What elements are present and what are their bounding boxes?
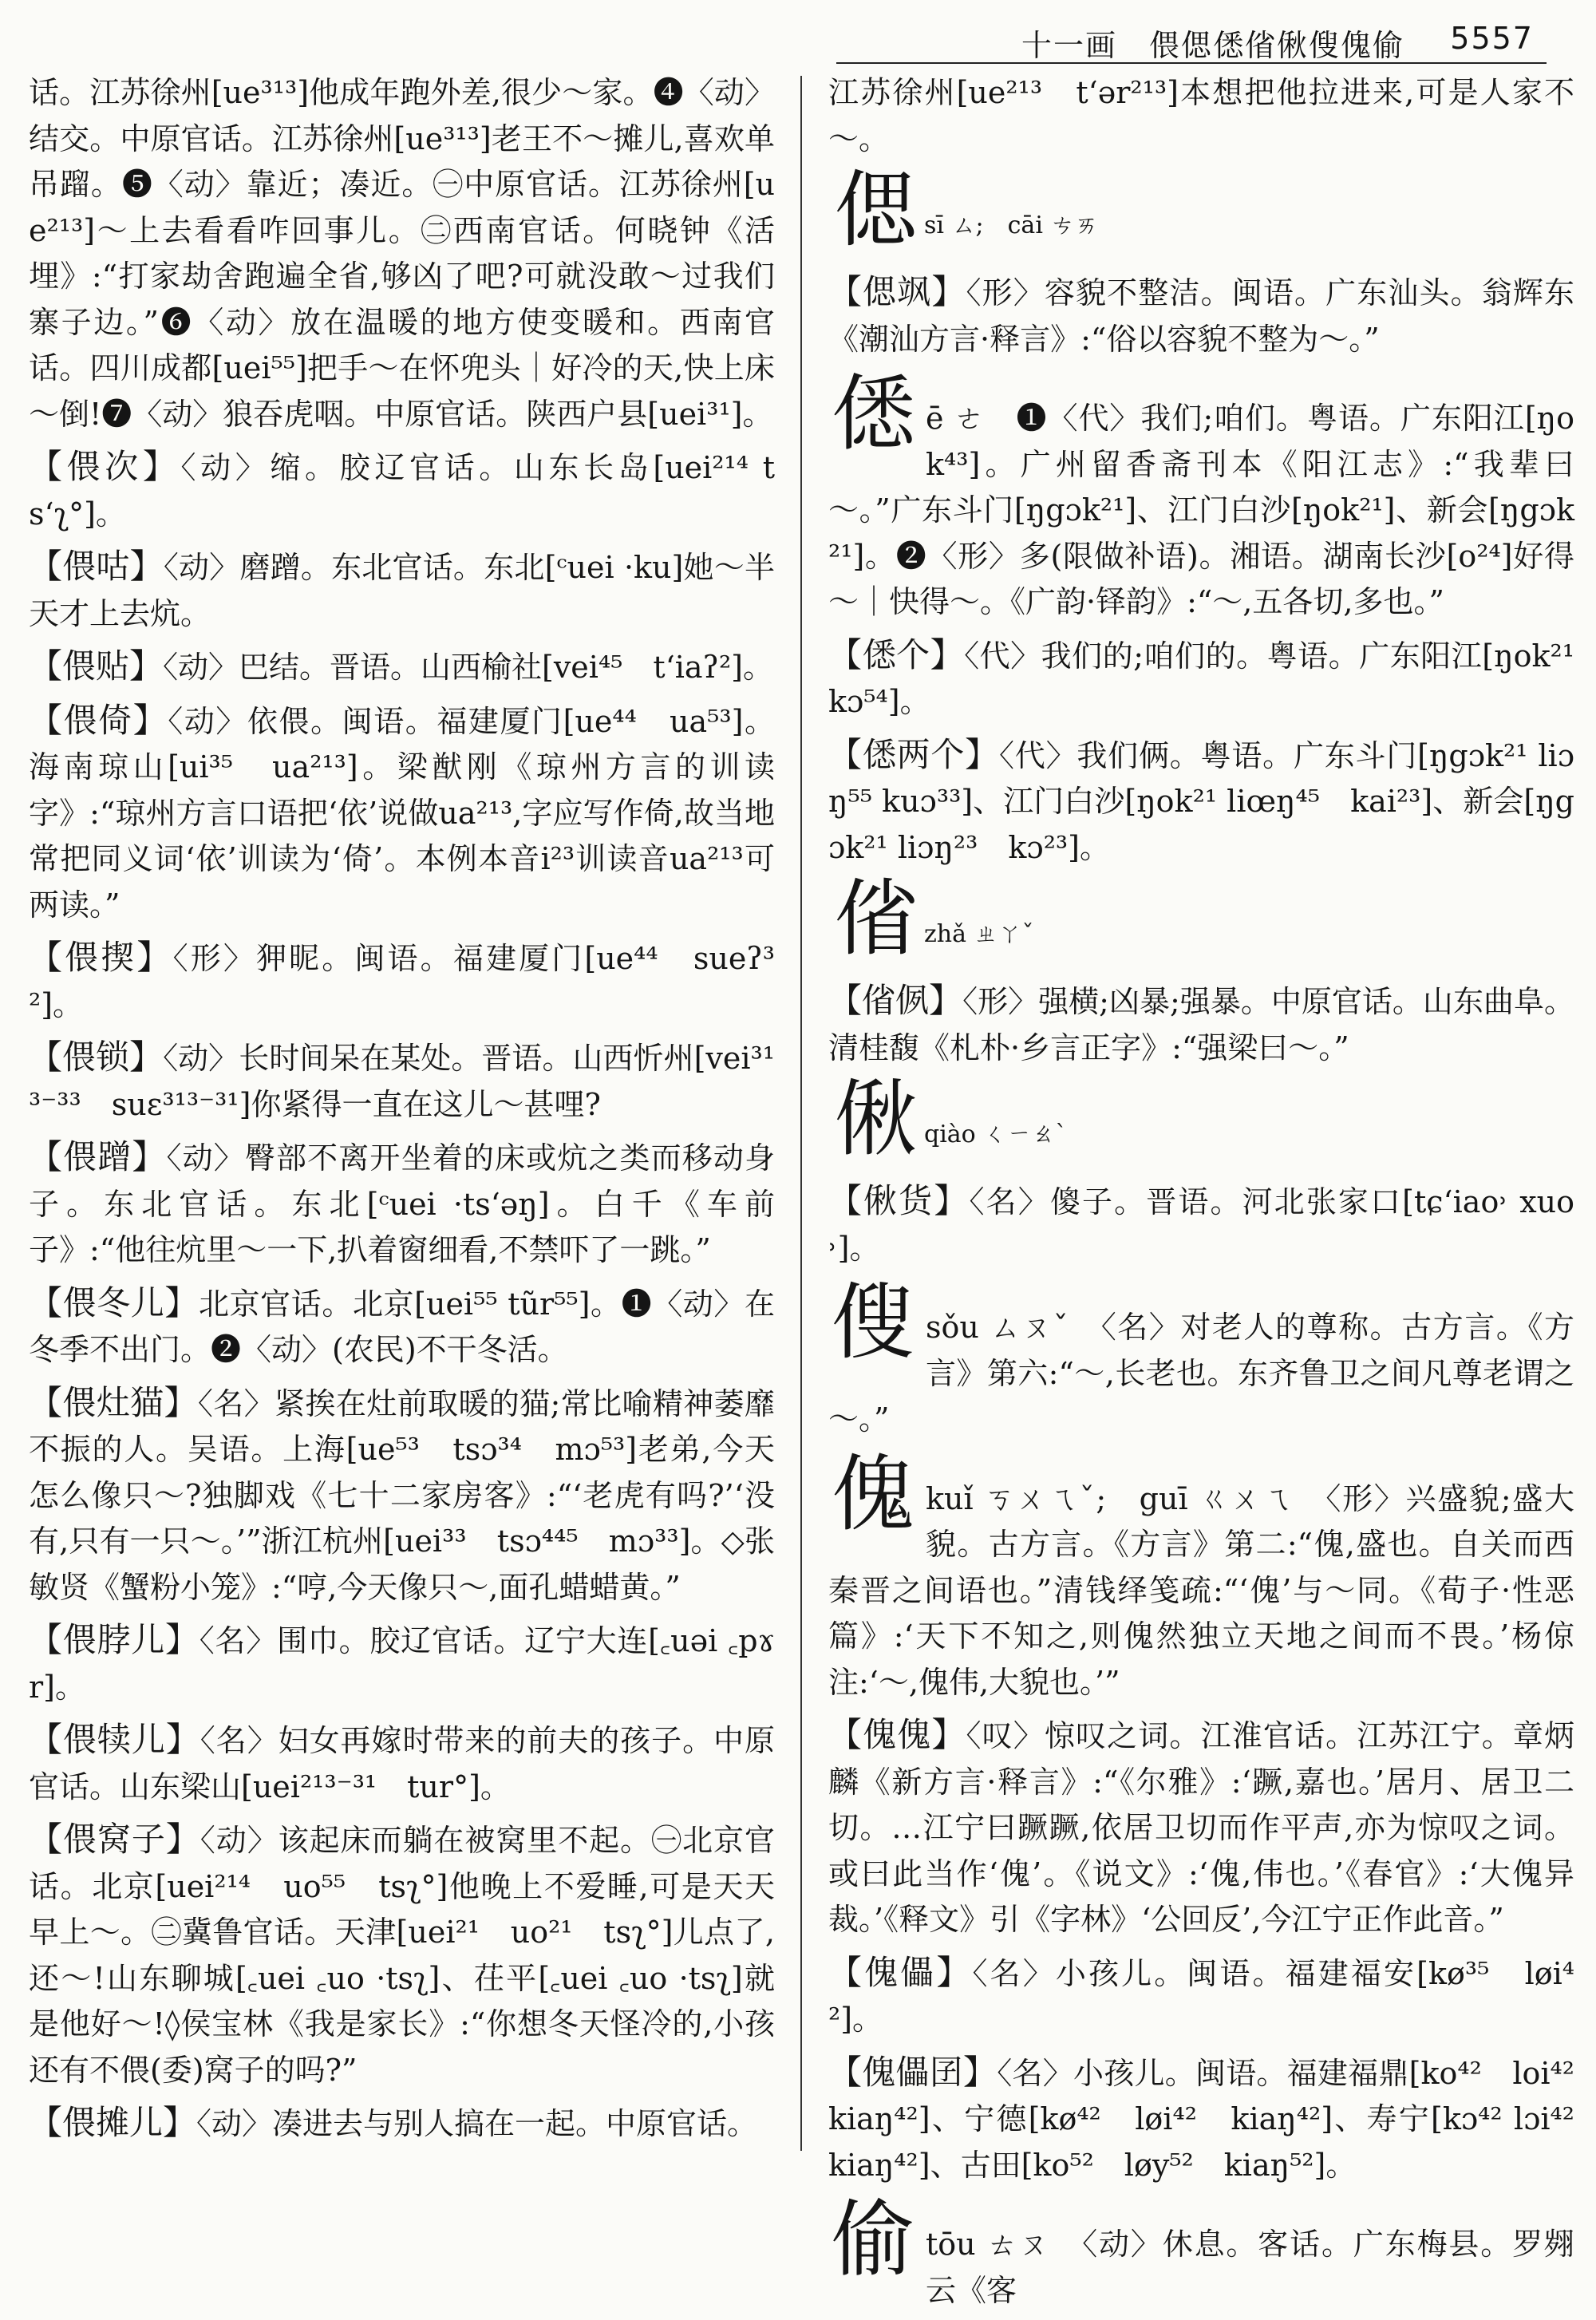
headword-pronunciation: sǒu ㄙㄡˇ xyxy=(926,1310,1101,1345)
entry-definition: 〈名〉小孩儿。闽语。福建福安[kø³⁵ løi⁴²]。 xyxy=(828,1955,1574,2037)
dictionary-entry xyxy=(828,269,1574,362)
entry-headword: 【偎窝子】 xyxy=(29,1820,200,1859)
entry-headword: 【偢货】 xyxy=(828,1181,970,1220)
headword-character: 傀 xyxy=(832,1445,915,1543)
continued-text: 江苏徐州[ue²¹³ t‘ər²¹³]本想把他拉进来,可是人家不～。 xyxy=(828,75,1574,156)
entry-headword: 【傀傀】 xyxy=(828,1715,966,1754)
entry-definition: 〈动〉臀部不离开坐着的床或炕之类而移动身子。东北官话。东北[ᶜuei ·ts‘əŋ]。白千《车前子》:“他往炕里～一下,扒着窗细看,不禁吓了一跳。” xyxy=(29,1140,775,1267)
headword-definition xyxy=(828,2191,1574,2314)
dictionary-entry xyxy=(828,978,1574,1071)
entry-headword: 【傀儡】 xyxy=(828,1952,973,1992)
entry-definition: 〈形〉容貌不整洁。闽语。广东汕头。翁辉东《潮汕方言·释言》:“俗以容貌不整为～。” xyxy=(828,275,1574,357)
entry-definition: 〈名〉小孩儿。闽语。福建福鼎[ko⁴² loi⁴² kiaŋ⁴²]、宁德[kø⁴² løi⁴² kiaŋ⁴²]、寿宁[kɔ⁴² lɔi⁴² kiaŋ⁴²]、古田[ko⁵² løy⁵² kiaŋ⁵²]。 xyxy=(828,2055,1574,2183)
dictionary-entry xyxy=(29,698,775,929)
headword-character: 偷 xyxy=(832,2191,915,2288)
dictionary-entry xyxy=(29,1034,775,1128)
headword-character: 偲 xyxy=(835,161,918,259)
character-heading xyxy=(828,2191,1574,2314)
character-heading xyxy=(828,161,1574,263)
page-header xyxy=(990,18,1548,63)
entry-definition: 〈动〉依偎。闽语。福建厦门[ue⁴⁴ ua⁵³]。海南琼山[ui³⁵ ua²¹³]。梁猷刚《琼州方言的训读字》:“琼州方言口语把‘依’说做ua²¹³,字应写作倚,故当地常把同义词‘依’训读为‘倚’。本例本音i²³训读音ua²¹³可两读。” xyxy=(29,703,775,923)
dictionary-entry xyxy=(29,935,775,1028)
dictionary-entry xyxy=(828,1712,1574,1943)
entry-headword: 【偎灶猫】 xyxy=(29,1382,198,1422)
running-title: 十一画 偎偲僁偗偢傁傀偷 xyxy=(1021,28,1405,63)
entry-headword: 【偎犊儿】 xyxy=(29,1720,200,1759)
dictionary-entry xyxy=(29,1134,775,1274)
entry-definition: 〈代〉我们的;咱们的。粤语。广东阳江[ŋok²¹ kɔ⁵⁴]。 xyxy=(828,638,1574,719)
entry-headword: 【僁两个】 xyxy=(828,734,999,774)
dictionary-entry xyxy=(29,1280,775,1373)
dictionary-entry xyxy=(828,1950,1574,2043)
entry-definition: 〈动〉长时间呆在某处。晋语。山西忻州[vei³¹³⁻³³ suɛ³¹³⁻³¹]你紧得一直在这儿～甚哩? xyxy=(29,1041,775,1122)
headword-pronunciation: tōu ㄊㄡ xyxy=(926,2227,1083,2262)
entry-headword: 【僁个】 xyxy=(828,634,965,674)
dictionary-entry xyxy=(29,1816,775,2093)
entry-definition: ❶〈代〉我们;咱们。粤语。广东阳江[ŋok⁴³]。广州留香斋刊本《阳江志》:“我辈曰～。”广东斗门[ŋgɔk²¹]、江门白沙[ŋok²¹]、新会[ŋgɔk²¹]。❷〈形〉多(限做补语)。湘语。湖南长沙[o²⁴]好得～｜快得～。《广韵·铎韵》:“～,五各切,多也。” xyxy=(828,401,1574,619)
dictionary-entry xyxy=(29,1617,775,1710)
entry-headword: 【偎贴】 xyxy=(29,646,164,686)
entry-definition: 〈动〉该起床而躺在被窝里不起。㊀北京官话。北京[uei²¹⁴ uo⁵⁵ tsʅ°]他晚上不爱睡,可是天天早上～。㊁冀鲁官话。天津[uei²¹ uo²¹ tsʅ°]儿点了,还～!山东聊城[꜀uei ꜀uo ·tsʅ]、茌平[꜀uei ꜀uo ·tsʅ]就是他好～!◊侯宝林《我是家长》:“你想冬天怪冷的,小孩还有不偎(委)窝子的吗?” xyxy=(29,1823,775,2088)
dictionary-entry xyxy=(29,1717,775,1810)
entry-definition: 〈形〉强横;凶暴;强暴。中原官话。山东曲阜。清桂馥《札朴·乡言正字》:“强梁曰～。” xyxy=(828,984,1574,1065)
entry-definition: 〈叹〉惊叹之词。江淮官话。江苏江宁。章炳麟《新方言·释言》:“《尔雅》:‘蹶,嘉也。’居月、居卫二切。…江宁曰蹶蹶,依居卫切而作平声,亦为惊叹之词。或曰此当作‘傀’。《说文》:‘傀,伟也。’《春官》:‘大傀异裁。’《释文》引《字林》‘公回反’,今江宁正作此音。” xyxy=(828,1718,1574,1937)
entry-definition: 〈名〉傻子。晋语。河北张家口[tɕ‘iao˒ xuo˒]。 xyxy=(828,1184,1574,1266)
entry-headword: 【偗㑉】 xyxy=(828,981,963,1020)
dictionary-entry xyxy=(29,1380,775,1611)
headword-character: 僁 xyxy=(832,365,915,462)
headword-character: 偢 xyxy=(835,1070,918,1168)
column-divider xyxy=(800,76,802,2151)
headword-definition xyxy=(828,1445,1574,1706)
entry-headword: 【偎次】 xyxy=(29,447,181,486)
entry-definition: 〈名〉围巾。胶辽官话。辽宁大连[꜀uəi ꜀pɤr]。 xyxy=(29,1623,775,1705)
character-heading xyxy=(828,1445,1574,1706)
entry-headword: 【偎脖儿】 xyxy=(29,1620,200,1659)
entry-definition: 〈动〉巴结。晋语。山西榆社[vei⁴⁵ t‘iaʔ²]。 xyxy=(163,650,774,685)
entry-definition: 〈动〉凑进去与别人搞在一起。中原官话。 xyxy=(196,2106,758,2141)
header-rule xyxy=(836,62,1547,64)
entry-headword: 【偎倚】 xyxy=(29,700,168,740)
headword-character: 偗 xyxy=(835,870,918,967)
entry-definition: 北京官话。北京[uei⁵⁵ tũr⁵⁵]。❶〈动〉在冬季不出门。❷〈动〉(农民)不干冬活。 xyxy=(29,1286,775,1367)
character-heading xyxy=(828,1274,1574,1443)
page-number: 5557 xyxy=(1450,21,1534,56)
headword-pronunciation: zhǎ ㄓㄚˇ xyxy=(924,920,1034,948)
entry-definition: 〈名〉对老人的尊称。古方言。《方言》第六:“～,长老也。东齐鲁卫之间凡尊老谓之～。” xyxy=(828,1310,1574,1437)
character-heading xyxy=(828,870,1574,971)
entry-headword: 【偎摊儿】 xyxy=(29,2103,197,2142)
headword-pronunciation: kuǐ ㄎㄨㄟˇ; guī ㄍㄨㄟ xyxy=(926,1480,1326,1516)
entry-definition: 〈代〉我们俩。粤语。广东斗门[ŋgɔk²¹ liɔŋ⁵⁵ kuɔ³³]、江门白沙[ŋok²¹ liœŋ⁴⁵ kai²³]、新会[ŋgɔk²¹ liɔŋ²³ kɔ²³]。 xyxy=(828,737,1574,865)
entry-headword: 【偎蹭】 xyxy=(29,1137,167,1176)
entry-definition: 〈形〉兴盛貌;盛大貌。古方言。《方言》第二:“傀,盛也。自关而西秦晋之间语也。”清钱绎笺疏:“‘傀’与～同。《荀子·性恶篇》:‘天下不知之,则傀然独立天地之间而不畏。’杨倞注:‘～,傀伟,大貌也。’” xyxy=(828,1480,1574,1700)
dictionary-entry xyxy=(29,543,775,637)
entry-definition: 〈形〉狎昵。闽语。福建厦门[ue⁴⁴ sueʔ³²]。 xyxy=(29,941,775,1022)
entry-headword: 【傀儡囝】 xyxy=(828,2052,998,2092)
dictionary-entry xyxy=(29,444,775,537)
dictionary-entry xyxy=(29,2100,775,2148)
headword-character: 傁 xyxy=(832,1274,915,1371)
entry-definition: 〈动〉休息。客话。广东梅县。罗翙云《客 xyxy=(926,2227,1574,2308)
headword-pronunciation: qiào ㄑㄧㄠˋ xyxy=(924,1120,1068,1148)
left-column xyxy=(29,70,775,2154)
entry-definition: 〈名〉妇女再嫁时带来的前夫的孩子。中原官话。山东梁山[uei²¹³⁻³¹ tur°]。 xyxy=(29,1723,775,1804)
entry-definition: 〈动〉缩。胶辽官话。山东长岛[uei²¹⁴ ts‘ʅ°]。 xyxy=(29,450,775,532)
entry-headword: 【偎揳】 xyxy=(29,938,173,977)
entry-headword: 【偎咕】 xyxy=(29,547,164,586)
entry-headword: 【偎冬儿】 xyxy=(29,1283,199,1322)
dictionary-entry xyxy=(828,632,1574,725)
continued-text: 话。江苏徐州[ue³¹³]他成年跑外差,很少～家。❹〈动〉结交。中原官话。江苏徐州[ue³¹³]老王不～摊儿,喜欢单吊蹓。❺〈动〉靠近；凑近。㊀中原官话。江苏徐州[ue²¹³]～上去看看咋回事儿。㊁西南官话。何晓钟《活埋》:“打家劫舍跑遍全省,够凶了吧?可就没敢～过我们寨子边。”❻〈动〉放在温暖的地方使变暖和。西南官话。四川成都[uei⁵⁵]把手～在怀兜头｜好冷的天,快上床～倒!❼〈动〉狼吞虎咽。中原官话。陕西户县[uei³¹]。 xyxy=(29,75,775,432)
entry-definition: 〈动〉磨蹭。东北官话。东北[ᶜuei ·ku]她～半天才上去炕。 xyxy=(29,550,775,631)
dictionary-entry xyxy=(828,1178,1574,1271)
right-column xyxy=(828,70,1574,2320)
character-heading xyxy=(828,1070,1574,1172)
dictionary-entry xyxy=(29,643,775,691)
entry-headword: 【偲飒】 xyxy=(828,272,966,311)
headword-definition xyxy=(828,1274,1574,1443)
entry-headword: 【偎锁】 xyxy=(29,1037,164,1077)
character-heading xyxy=(828,365,1574,626)
headword-pronunciation: ē ㄜ xyxy=(926,401,1017,436)
headword-pronunciation: sī ㄙ; cāi ㄘㄞ xyxy=(924,211,1099,239)
headword-definition xyxy=(828,365,1574,626)
dictionary-entry xyxy=(828,732,1574,871)
entry-definition: 〈名〉紧挨在灶前取暖的猫;常比喻精神萎靡不振的人。吴语。上海[ue⁵³ tsɔ³⁴ mɔ⁵³]老弟,今天怎么像只～?独脚戏《七十二家房客》:“‘老虎有吗?’‘没有,只有一只～。’”浙江杭州[uei³³ tsɔ⁴⁴⁵ mɔ³³]。◇张敏贤《蟹粉小笼》:“哼,今天像只～,面孔蜡蜡黄。” xyxy=(29,1385,775,1605)
dictionary-entry xyxy=(828,2049,1574,2189)
